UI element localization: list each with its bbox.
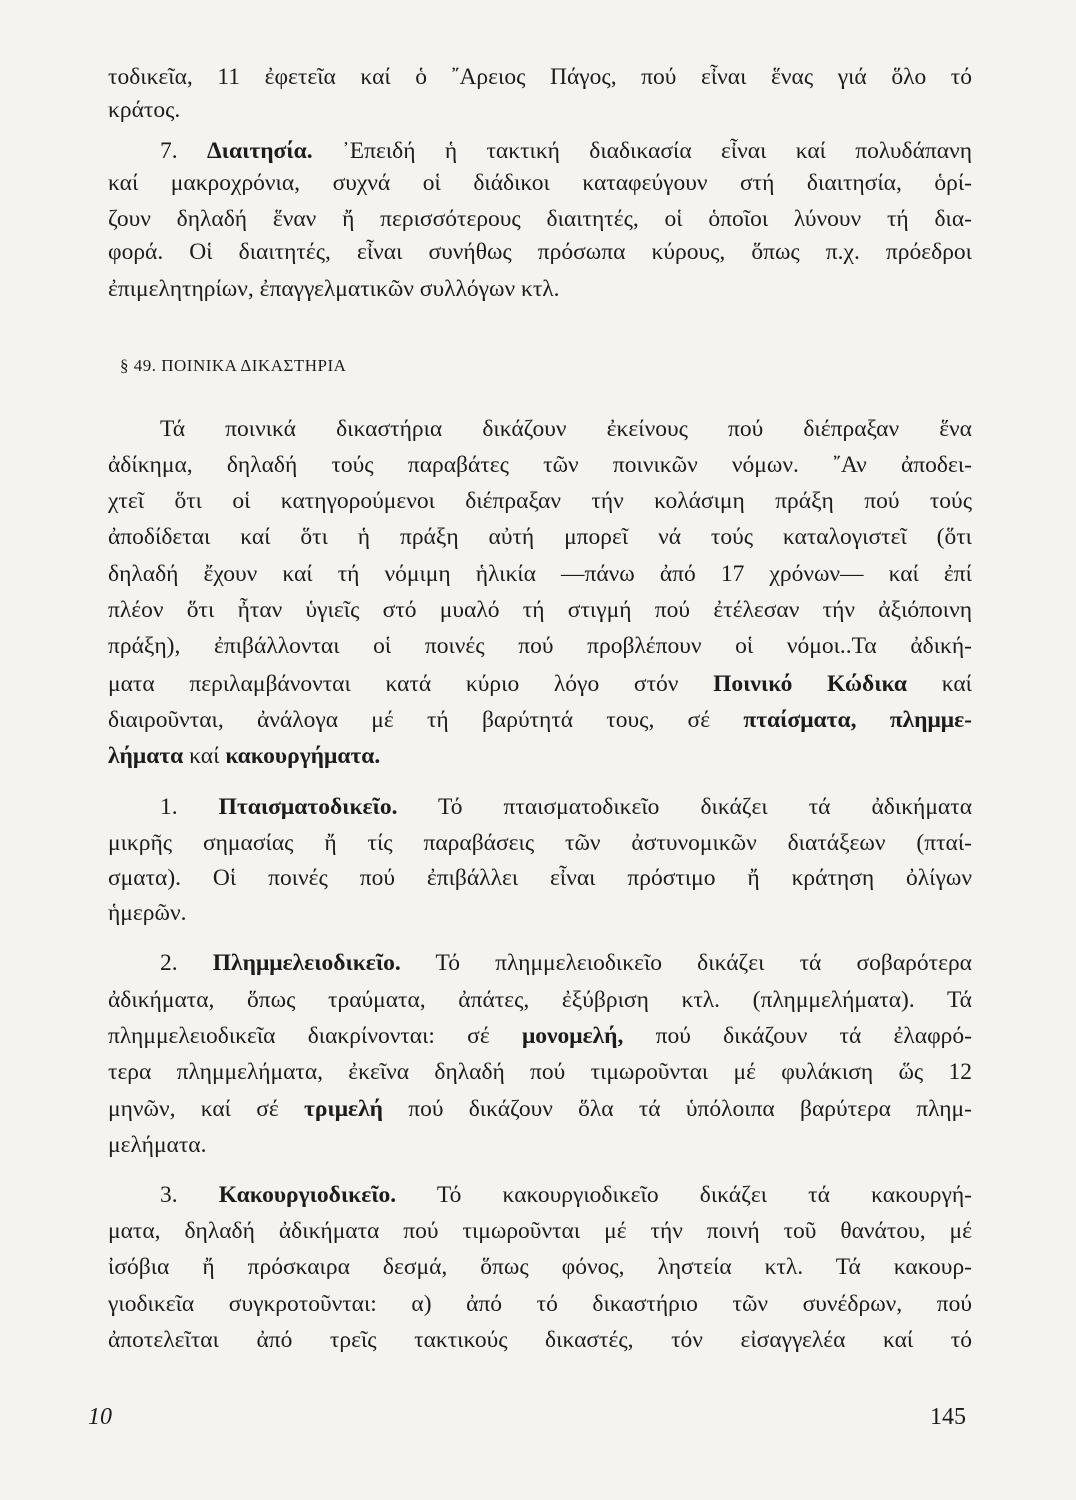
text-line: πλημμελειοδικεῖα διακρίνονται: σέ μονομελή, πού δικάζουν τά ἐλαφρό-: [108, 1023, 972, 1049]
text-line: τοδικεῖα, 11 ἐφετεῖα καί ὁ ῎Αρειος Πάγος, πού εἶναι ἕνας γιά ὅλο τό: [108, 64, 972, 90]
text-line: πλέον ὅτι ἦταν ὑγιεῖς στό μυαλό τή στιγμή πού ἐτέλεσαν τήν ἀξιόποινη: [108, 597, 972, 623]
text-line: ἀποτελεῖται ἀπό τρεῖς τακτικούς δικαστές, τόν εἰσαγγελέα καί τό: [108, 1327, 972, 1353]
misdemeanour-court-heading-line: 2. Πλημμελειοδικεῖο. Τό πλημμελειοδικεῖο δικάζει τά σοβαρότερα: [160, 950, 972, 976]
text-line: ἀδικήματα, ὅπως τραύματα, ἀπάτες, ἐξύβριση κτλ. (πλημμελήματα). Τά: [108, 987, 972, 1013]
police-court-heading: Πταισματοδικεῖο.: [218, 794, 398, 820]
felonies-term: κακουργήματα.: [225, 743, 381, 769]
text-line: γιοδικεῖα συγκροτοῦνται: α) ἀπό τό δικαστήριο τῶν συνέδρων, πού: [108, 1291, 972, 1317]
text-line: καί μακροχρόνια, συχνά οἱ διάδικοι καταφεύγουν στή διαιτησία, ὁρί-: [108, 170, 972, 196]
felony-court-heading-line: 3. Κακουργιοδικεῖο. Τό κακουργιοδικεῖο δικάζει τά κακουργή-: [160, 1182, 972, 1208]
text-line: μηνῶν, καί σέ τριμελή πού δικάζουν ὅλα τά ὑπόλοιπα βαρύτερα πλημ-: [108, 1096, 972, 1122]
text-line: Τά ποινικά δικαστήρια δικάζουν ἐκείνους πού διέπραξαν ἕνα: [160, 416, 972, 442]
text-line: φορά. Οἱ διαιτητές, εἶναι συνήθως πρόσωπα κύρους, ὅπως π.χ. πρόεδροι: [108, 239, 972, 265]
text-line: μελήματα.: [108, 1132, 207, 1158]
text-line: ζουν δηλαδή ἕναν ἤ περισσότερους διαιτητές, οἱ ὁποῖοι λύνουν τή δια-: [108, 206, 972, 232]
text-line: σματα). Οἱ ποινές πού ἐπιβάλλει εἶναι πρόστιμο ἤ κράτηση ὀλίγων: [108, 865, 972, 891]
misdemeanour-court-heading: Πλημμελειοδικεῖο.: [212, 950, 401, 976]
text-line: χτεῖ ὅτι οἱ κατηγορούμενοι διέπραξαν τήν κολάσιμη πράξη πού τούς: [108, 488, 972, 514]
arbitration-heading: Διαιτησία.: [206, 138, 313, 164]
text-line: ἰσόβια ἤ πρόσκαιρα δεσμά, ὅπως φόνος, ληστεία κτλ. Τά κακουρ-: [108, 1254, 972, 1280]
signature-mark: 10: [88, 1404, 112, 1430]
felony-court-heading: Κακουργιοδικεῖο.: [218, 1182, 397, 1208]
text-line: ματα, δηλαδή ἀδικήματα πού τιμωροῦνται μέ τήν ποινή τοῦ θανάτου, μέ: [108, 1218, 972, 1244]
single-member-term: μονομελή,: [521, 1023, 624, 1049]
text-line: ἀδίκημα, δηλαδή τούς παραβάτες τῶν ποινικῶν νόμων. ῎Αν ἀποδει-: [108, 452, 972, 478]
text-line: δηλαδή ἔχουν καί τή νόμιμη ἡλικία —πάνω ἀπό 17 χρόνων— καί ἐπί: [108, 561, 972, 587]
text-line: διαιροῦνται, ἀνάλογα μέ τή βαρύτητά τους, σέ πταίσματα, πλημμε-: [108, 707, 972, 733]
text-line: τερα πλημμελήματα, ἐκεῖνα δηλαδή πού τιμωροῦνται μέ φυλάκιση ὥς 12: [108, 1059, 972, 1085]
police-court-heading-line: 1. Πταισματοδικεῖο. Τό πταισματοδικεῖο δικάζει τά ἀδικήματα: [160, 794, 972, 820]
penal-code-term: Ποινικό Κώδικα: [713, 671, 907, 697]
text-line: ἡμερῶν.: [108, 900, 187, 926]
offence-types-term: λήματα: [108, 743, 184, 769]
text-line: πράξη), ἐπιβάλλονται οἱ ποινές πού προβλέπουν οἱ νόμοι..Τα ἀδική-: [108, 633, 972, 659]
three-member-term: τριμελή: [304, 1096, 383, 1122]
section-title: § 49. ΠΟΙΝΙΚΑ ΔΙΚΑΣΤΗΡΙΑ: [120, 356, 347, 375]
text-line: ἀποδίδεται καί ὅτι ἡ πράξη αὐτή μπορεῖ νά τούς καταλογιστεῖ (ὅτι: [108, 524, 972, 550]
arbitration-heading-line: 7. Διαιτησία. ᾿Επειδή ἡ τακτική διαδικασία εἶναι καί πολυδάπανη: [160, 138, 972, 164]
text-line: κράτος.: [108, 97, 181, 123]
text-line: λήματα καί κακουργήματα.: [108, 743, 381, 769]
offence-types-term: πταίσματα, πλημμε-: [743, 707, 972, 733]
page-number: 145: [930, 1404, 966, 1430]
text-line: ματα περιλαμβάνονται κατά κύριο λόγο στόν Ποινικό Κώδικα καί: [108, 671, 972, 697]
text-line: ἐπιμελητηρίων, ἐπαγγελματικῶν συλλόγων κτλ.: [108, 276, 560, 302]
text-line: μικρῆς σημασίας ἤ τίς παραβάσεις τῶν ἀστυνομικῶν διατάξεων (πταί-: [108, 830, 972, 856]
